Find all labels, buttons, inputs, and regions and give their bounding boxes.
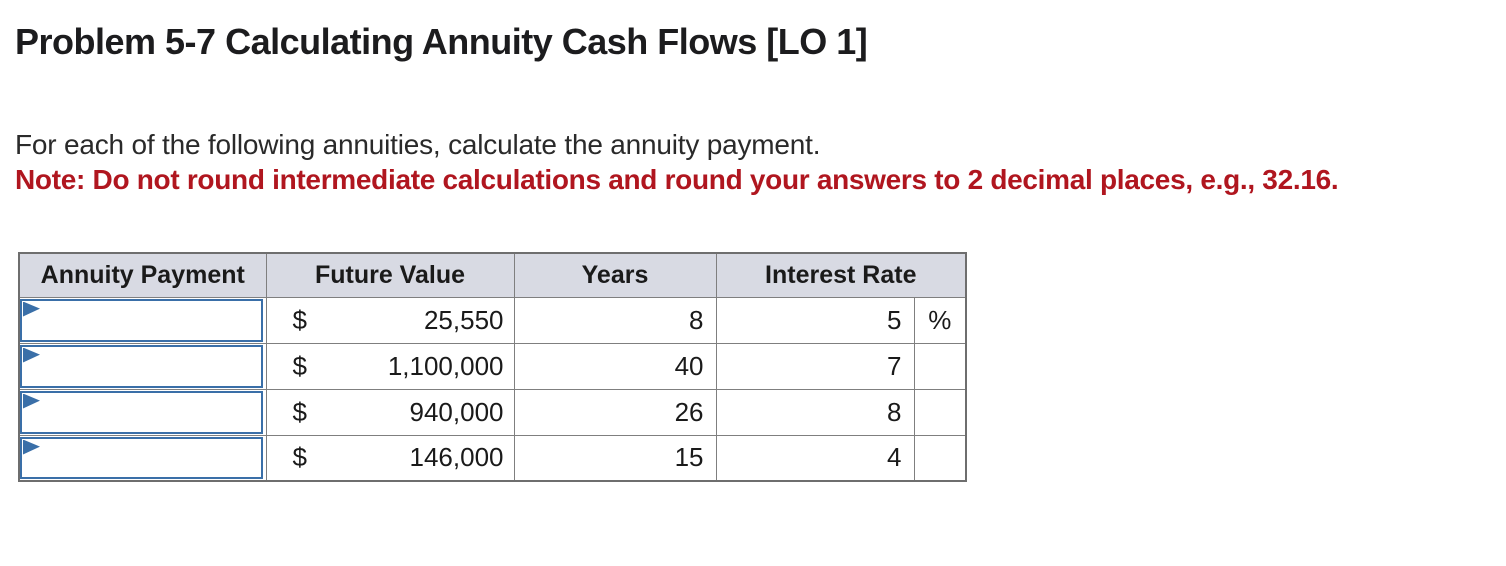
annuity-payment-input-2[interactable]: [22, 347, 261, 386]
table-header-row: [19, 253, 966, 297]
input-box: [20, 391, 263, 434]
annuity-payment-input-3[interactable]: [22, 393, 261, 432]
interest-rate-cell: 7: [716, 343, 914, 389]
percent-sign-cell: [914, 343, 966, 389]
input-box: [20, 299, 263, 342]
annuity-table: [18, 252, 967, 482]
table-row: [19, 389, 966, 435]
annuity-payment-input-4[interactable]: [22, 439, 261, 478]
future-value: 940,000: [409, 396, 504, 427]
currency-symbol: $: [292, 396, 307, 427]
future-value-cell: [266, 343, 514, 389]
annuity-payment-cell: [19, 389, 266, 435]
annuity-payment-cell: [19, 343, 266, 389]
interest-rate-cell: 8: [716, 389, 914, 435]
years-cell: 26: [514, 389, 716, 435]
future-value-cell: [266, 435, 514, 481]
years-cell: 15: [514, 435, 716, 481]
future-value: 25,550: [423, 304, 504, 335]
header-interest-rate: Interest Rate: [716, 253, 966, 297]
header-annuity-payment: Annuity Payment: [19, 253, 266, 297]
annuity-payment-input-1[interactable]: [22, 301, 261, 340]
input-box: [20, 345, 263, 388]
interest-rate-cell: 4: [716, 435, 914, 481]
table-row: [19, 297, 966, 343]
table-row: [19, 435, 966, 481]
future-value: 146,000: [409, 442, 504, 473]
percent-sign-cell: [914, 389, 966, 435]
interest-rate-cell: 5: [716, 297, 914, 343]
percent-sign-cell: %: [914, 297, 966, 343]
header-future-value: Future Value: [266, 253, 514, 297]
currency-symbol: $: [292, 304, 307, 335]
table-row: [19, 343, 966, 389]
future-value: 1,100,000: [387, 350, 504, 381]
percent-sign-cell: [914, 435, 966, 481]
annuity-payment-cell: [19, 297, 266, 343]
future-value-cell: [266, 297, 514, 343]
note-text: Note: Do not round intermediate calculations and round your answers to 2 decimal places, e.g., 32.16.: [15, 164, 1339, 195]
annuity-payment-cell: [19, 435, 266, 481]
header-years: Years: [514, 253, 716, 297]
years-cell: 40: [514, 343, 716, 389]
currency-symbol: $: [292, 350, 307, 381]
input-box: [20, 437, 263, 480]
future-value-cell: [266, 389, 514, 435]
currency-symbol: $: [292, 442, 307, 473]
intro-text: For each of the following annuities, calculate the annuity payment.: [15, 129, 821, 160]
years-cell: 8: [514, 297, 716, 343]
page-title: Problem 5-7 Calculating Annuity Cash Flows [LO 1]: [15, 21, 868, 62]
